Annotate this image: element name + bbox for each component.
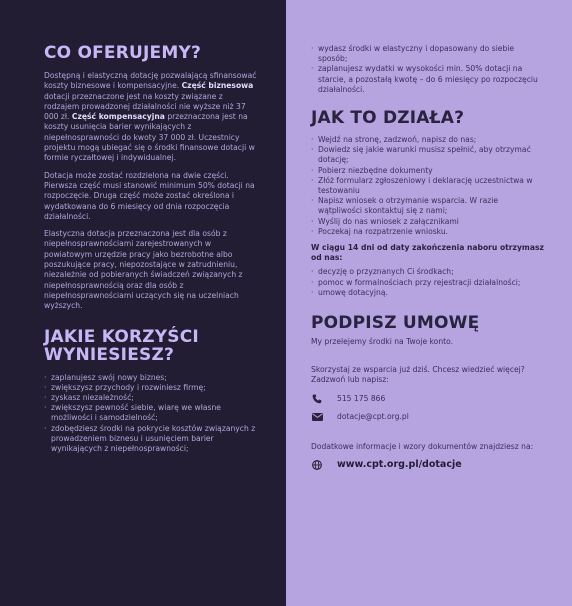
sign-text: My przelejemy środki na Twoje konto. bbox=[311, 337, 454, 347]
offer-heading: CO OFERUJEMY? bbox=[44, 43, 202, 63]
split-paragraph: Dotacja może zostać rozdzielona na dwie części. Pierwsza część musi stanowić minimum 50% dotacji na rozpoczęcie. Druga część może zostać określona i wydatkowana do 6 miesięcy od dnia rozpoczęcia działalności. bbox=[44, 170, 255, 221]
website-link[interactable]: www.cpt.org.pl/dotacje bbox=[337, 458, 462, 470]
continued-benefits-list bbox=[311, 44, 544, 95]
right-panel bbox=[286, 0, 572, 606]
list-item: · zyskasz niezależność; bbox=[44, 393, 258, 403]
benefits-heading bbox=[44, 328, 258, 364]
email-row[interactable] bbox=[311, 412, 544, 422]
benefits-heading-line2: WYNIESIESZ? bbox=[44, 344, 175, 365]
list-item: · Poczekaj na rozpatrzenie wniosku. bbox=[311, 227, 544, 237]
offer-bold-business: Część biznesowa bbox=[181, 81, 254, 91]
email-address[interactable]: dotacje@cpt.org.pl bbox=[337, 411, 409, 421]
phone-row[interactable] bbox=[311, 394, 544, 404]
benefits-list bbox=[44, 373, 258, 455]
offer-text-c: dotacji przeznaczone jest na koszty związane z rodzajem prowadzonej działalności nie wyższe niż 37 000 zł. bbox=[44, 91, 246, 122]
list-item: · Wyślij do nas wniosek z załącznikami bbox=[311, 217, 544, 227]
list-item: · Złóż formularz zgłoszeniowy i deklarację uczestnictwa w testowaniu bbox=[311, 176, 544, 196]
offer-bold-compensation: Część kompensacyjna bbox=[71, 112, 165, 122]
list-item: · zwiększysz pewność siebie, wiarę we własne możliwości i samodzielność; bbox=[44, 403, 258, 423]
notice-text: W ciągu 14 dni od daty zakończenia naboru otrzymasz od nas: bbox=[311, 243, 544, 263]
cta-text: Skorzystaj ze wsparcia już dziś. Chcesz wiedzieć więcej? Zadzwoń lub napisz: bbox=[311, 365, 525, 385]
list-item: · Dowiedz się jakie warunki musisz spełnić, aby otrzymać dotację; bbox=[311, 145, 544, 165]
docs-info: Dodatkowe informacje i wzory dokumentów znajdziesz na: bbox=[311, 441, 534, 451]
list-item: · zaplanujesz swój nowy biznes; bbox=[44, 373, 258, 383]
phone-icon bbox=[311, 394, 323, 404]
list-item: · wydasz środki w elastyczny i dopasowany do siebie sposób; bbox=[311, 44, 544, 64]
list-item: · Wejdź na stronę, zadzwoń, napisz do nas; bbox=[311, 135, 544, 145]
benefits-heading-line1: JAKIE KORZYŚCI bbox=[44, 326, 199, 347]
globe-icon bbox=[311, 460, 323, 470]
eligibility-paragraph: Elastyczna dotacja przeznaczona jest dla osób z niepełnosprawnościami zarejestrowanych w powiatowym urzędzie pracy jako bezrobotne albo poszukujące pracy, niepozostające w zatrudnieniu, niezależnie od pobieranych świadczeń związanych z niepełnosprawnością oraz dla osób z niepełnosprawnościami uczących się na uczelniach wyższych. bbox=[44, 229, 243, 311]
offer-text-d: przeznaczona jest na koszty usunięcia barier wynikających z niepełnosprawności do kwoty 37 000 zł. Uczestnicy projektu mogą ubiegać się o środki finansowe dotacji w formie ryczałtowej i indywidualnej. bbox=[44, 112, 255, 163]
list-item: · zwiększysz przychody i rozwiniesz firmę; bbox=[44, 383, 258, 393]
list-item: · Napisz wniosek o otrzymanie wsparcia. W razie wątpliwości skontaktuj się z nami; bbox=[311, 196, 544, 216]
sign-heading: PODPISZ UMOWĘ bbox=[311, 313, 480, 334]
mail-icon bbox=[311, 412, 323, 422]
website-row[interactable] bbox=[311, 460, 544, 470]
how-heading: JAK TO DZIAŁA? bbox=[311, 108, 465, 129]
list-item: · pomoc w formalnościach przy rejestracji działalności; bbox=[311, 278, 544, 288]
steps-list bbox=[311, 135, 544, 237]
list-item: · zdobędziesz środki na pokrycie kosztów związanych z prowadzeniem biznesu i usunięciem barier wynikających z niepełnosprawności; bbox=[44, 424, 258, 455]
list-item: · Pobierz niezbędne dokumenty bbox=[311, 166, 544, 176]
list-item: · zaplanujesz wydatki w wysokości min. 50% dotacji na starcie, a pozostałą kwotę – do 6 miesięcy po rozpoczęciu działalności. bbox=[311, 64, 544, 95]
list-item: · umowę dotacyjną. bbox=[311, 288, 544, 298]
offer-text-a: Dostępną i elastyczną dotację pozwalającą sfinansować koszty biznesowe i kompensacyjne. bbox=[44, 71, 257, 91]
offer-paragraph bbox=[44, 71, 258, 164]
list-item: · decyzję o przyznanych Ci środkach; bbox=[311, 267, 544, 277]
phone-number[interactable]: 515 175 866 bbox=[337, 393, 386, 403]
receive-list bbox=[311, 267, 544, 298]
